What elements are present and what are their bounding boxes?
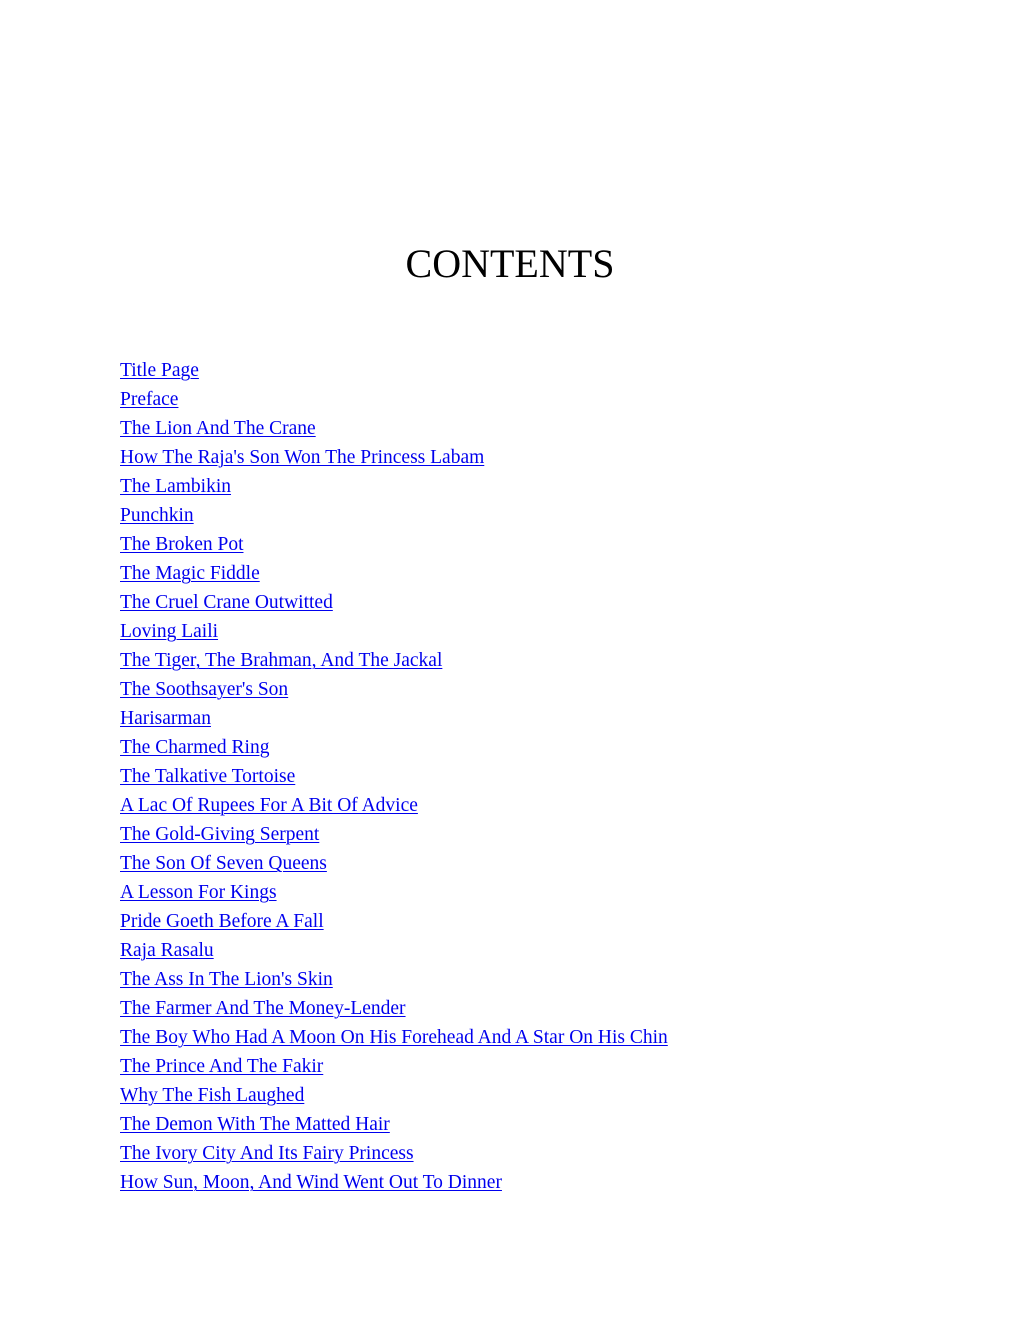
toc-link[interactable]: The Ivory City And Its Fairy Princess [120,1143,414,1164]
toc-entry [120,1168,668,1197]
toc-link[interactable]: Why The Fish Laughed [120,1085,305,1106]
toc-link[interactable]: Punchkin [120,505,194,526]
toc-link[interactable]: The Prince And The Fakir [120,1056,324,1077]
toc-link[interactable]: The Magic Fiddle [120,563,260,584]
toc-link[interactable]: The Boy Who Had A Moon On His Forehead And A Star On His Chin [120,1027,668,1048]
toc-link[interactable]: The Soothsayer's Son [120,679,289,700]
table-of-contents [120,356,668,1197]
toc-link[interactable]: The Talkative Tortoise [120,766,296,787]
toc-link[interactable]: Preface [120,389,179,410]
toc-entry [120,1023,668,1052]
toc-entry [120,559,668,588]
toc-entry [120,617,668,646]
toc-entry [120,1052,668,1081]
toc-link[interactable]: Loving Laili [120,621,219,642]
toc-link[interactable]: The Broken Pot [120,534,244,555]
toc-link[interactable]: The Ass In The Lion's Skin [120,969,333,990]
toc-link[interactable]: The Lion And The Crane [120,418,316,439]
toc-entry [120,878,668,907]
toc-link[interactable]: The Lambikin [120,476,232,497]
toc-entry [120,443,668,472]
toc-entry [120,1081,668,1110]
toc-link[interactable]: Title Page [120,360,199,381]
toc-link[interactable]: The Charmed Ring [120,737,270,758]
toc-entry [120,791,668,820]
toc-entry [120,588,668,617]
toc-link[interactable]: The Son Of Seven Queens [120,853,327,874]
toc-entry [120,385,668,414]
page-title: CONTENTS [405,241,615,286]
toc-link[interactable]: Harisarman [120,708,211,729]
toc-link[interactable]: The Demon With The Matted Hair [120,1114,390,1135]
toc-entry [120,1110,668,1139]
toc-link[interactable]: A Lesson For Kings [120,882,277,903]
toc-entry [120,936,668,965]
toc-link[interactable]: The Farmer And The Money-Lender [120,998,406,1019]
toc-link[interactable]: A Lac Of Rupees For A Bit Of Advice [120,795,418,816]
toc-entry [120,733,668,762]
toc-entry [120,849,668,878]
toc-entry [120,1139,668,1168]
toc-entry [120,820,668,849]
toc-link[interactable]: Raja Rasalu [120,940,214,961]
toc-link[interactable]: The Cruel Crane Outwitted [120,592,333,613]
toc-entry [120,762,668,791]
toc-entry [120,675,668,704]
toc-link[interactable]: How Sun, Moon, And Wind Went Out To Dinner [120,1172,502,1193]
toc-entry [120,994,668,1023]
toc-entry [120,472,668,501]
toc-entry [120,907,668,936]
toc-entry [120,965,668,994]
toc-entry [120,414,668,443]
toc-entry [120,530,668,559]
toc-link[interactable]: The Tiger, The Brahman, And The Jackal [120,650,443,671]
toc-entry [120,646,668,675]
toc-entry [120,704,668,733]
toc-link[interactable]: How The Raja's Son Won The Princess Labam [120,447,485,468]
toc-link[interactable]: The Gold-Giving Serpent [120,824,320,845]
toc-entry [120,501,668,530]
toc-link[interactable]: Pride Goeth Before A Fall [120,911,324,932]
toc-entry [120,356,668,385]
